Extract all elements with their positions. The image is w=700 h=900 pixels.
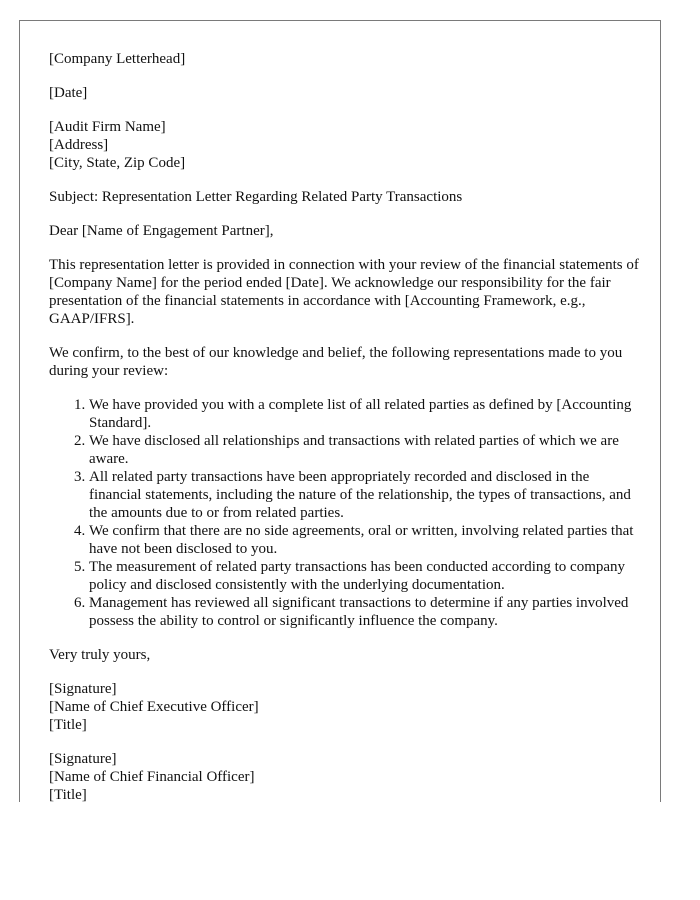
letter-body [49,50,639,802]
recipient-address: [Address] [49,137,109,153]
letter-date: [Date] [49,85,88,101]
signature-placeholder: [Signature] [49,751,117,767]
closing: Very truly yours, [49,647,151,663]
intro-paragraph: This representation letter is provided in connection with your review of the financial statements of [Company Name] for the period ended [Date]. We acknowledge our responsibility for the fair presentation of the financial statements in accordance with [Accounting Framework, e.g., GAAP/IFRS]. [49,257,639,327]
list-item: 1. We have provided you with a complete list of all related parties as defined by [Accounting Standard]. [89,396,639,432]
letter-subject: Subject: Representation Letter Regarding Related Party Transactions [49,189,463,205]
signer-name: [Name of Chief Financial Officer] [49,769,255,785]
signature-placeholder: [Signature] [49,681,117,697]
list-item: 5. The measurement of related party transactions has been conducted according to company policy and disclosed consistently with the underlying documentation. [89,558,639,594]
list-item: 6. Management has reviewed all significant transactions to determine if any parties involved possess the ability to control or significantly influence the company. [89,594,639,630]
list-item: 3. All related party transactions have been appropriately recorded and disclosed in the financial statements, including the nature of the relationship, the types of transactions, and the amounts due to or from related parties. [89,468,639,522]
signer-title: [Title] [49,717,87,733]
signer-title: [Title] [49,787,87,802]
audit-firm-name: [Audit Firm Name] [49,119,166,135]
representations-list [49,396,639,630]
signature-block-ceo [49,680,639,734]
letter-page [19,20,661,802]
salutation: Dear [Name of Engagement Partner], [49,223,274,239]
list-item: 2. We have disclosed all relationships and transactions with related parties of which we are aware. [89,432,639,468]
recipient-block [49,118,639,172]
recipient-city: [City, State, Zip Code] [49,155,186,171]
confirm-paragraph: We confirm, to the best of our knowledge and belief, the following representations made to you during your review: [49,345,623,379]
signature-block-cfo [49,750,639,802]
company-letterhead: [Company Letterhead] [49,51,186,67]
list-item: 4. We confirm that there are no side agreements, oral or written, involving related parties that have not been disclosed to you. [89,522,639,558]
signer-name: [Name of Chief Executive Officer] [49,699,259,715]
